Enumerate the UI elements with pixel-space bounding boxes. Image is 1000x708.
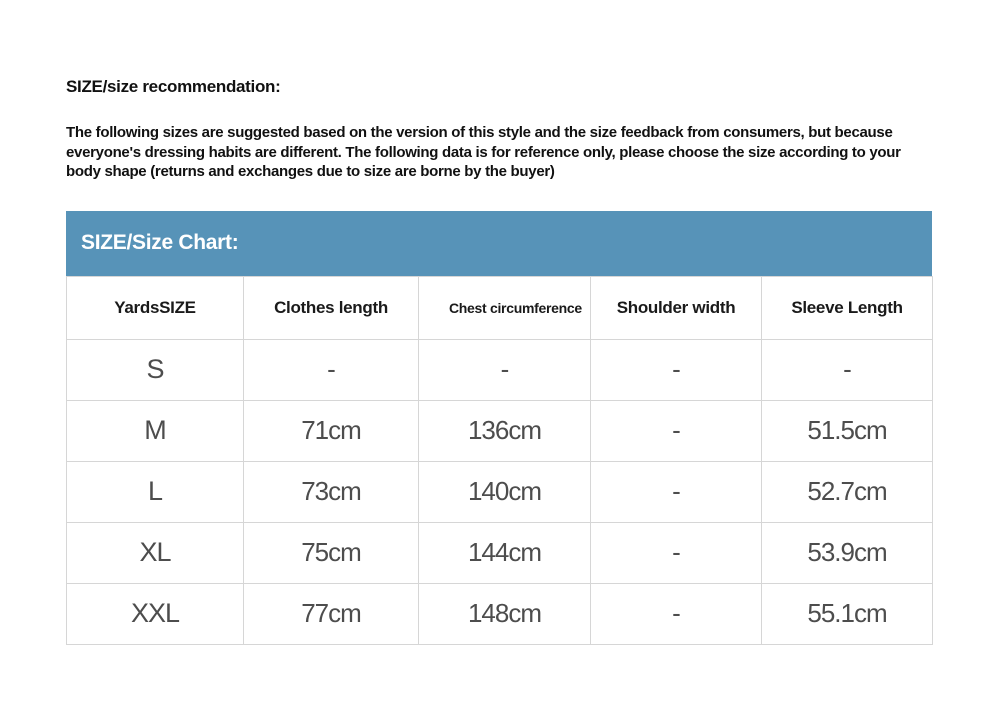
size-cell: L	[67, 461, 244, 522]
column-header: YardsSIZE	[67, 276, 244, 339]
value-cell: 71cm	[244, 400, 419, 461]
size-chart-table	[66, 276, 933, 645]
size-cell: XXL	[67, 583, 244, 644]
column-header: Chest circumference	[419, 276, 591, 339]
table-row	[67, 583, 933, 644]
value-cell: 140cm	[419, 461, 591, 522]
size-chart-title: SIZE/Size Chart:	[81, 231, 239, 254]
value-cell: 73cm	[244, 461, 419, 522]
table-row	[67, 461, 933, 522]
page-title: SIZE/size recommendation:	[66, 77, 281, 96]
value-cell: -	[419, 339, 591, 400]
size-recommendation-text: The following sizes are suggested based on the version of this style and the size feedback from consumers, but because everyone's dressing habits are different. The following data is for reference only, please choose the size according to your body shape (returns and exchanges due to size are borne by the buyer)	[66, 124, 901, 180]
table-header-row	[67, 276, 933, 339]
value-cell: -	[591, 461, 762, 522]
value-cell: 55.1cm	[762, 583, 933, 644]
value-cell: 136cm	[419, 400, 591, 461]
value-cell: 148cm	[419, 583, 591, 644]
size-guide-section	[66, 0, 932, 645]
value-cell: -	[591, 339, 762, 400]
value-cell: 53.9cm	[762, 522, 933, 583]
size-cell: XL	[67, 522, 244, 583]
table-row	[67, 400, 933, 461]
value-cell: 77cm	[244, 583, 419, 644]
value-cell: -	[591, 400, 762, 461]
size-cell: M	[67, 400, 244, 461]
value-cell: 51.5cm	[762, 400, 933, 461]
value-cell: 144cm	[419, 522, 591, 583]
value-cell: -	[762, 339, 933, 400]
column-header: Clothes length	[244, 276, 419, 339]
value-cell: -	[591, 583, 762, 644]
table-row	[67, 522, 933, 583]
table-row	[67, 339, 933, 400]
size-cell: S	[67, 339, 244, 400]
value-cell: -	[244, 339, 419, 400]
column-header: Sleeve Length	[762, 276, 933, 339]
value-cell: 75cm	[244, 522, 419, 583]
size-chart-title-bar	[66, 211, 932, 276]
size-chart	[66, 211, 932, 645]
value-cell: 52.7cm	[762, 461, 933, 522]
value-cell: -	[591, 522, 762, 583]
column-header: Shoulder width	[591, 276, 762, 339]
